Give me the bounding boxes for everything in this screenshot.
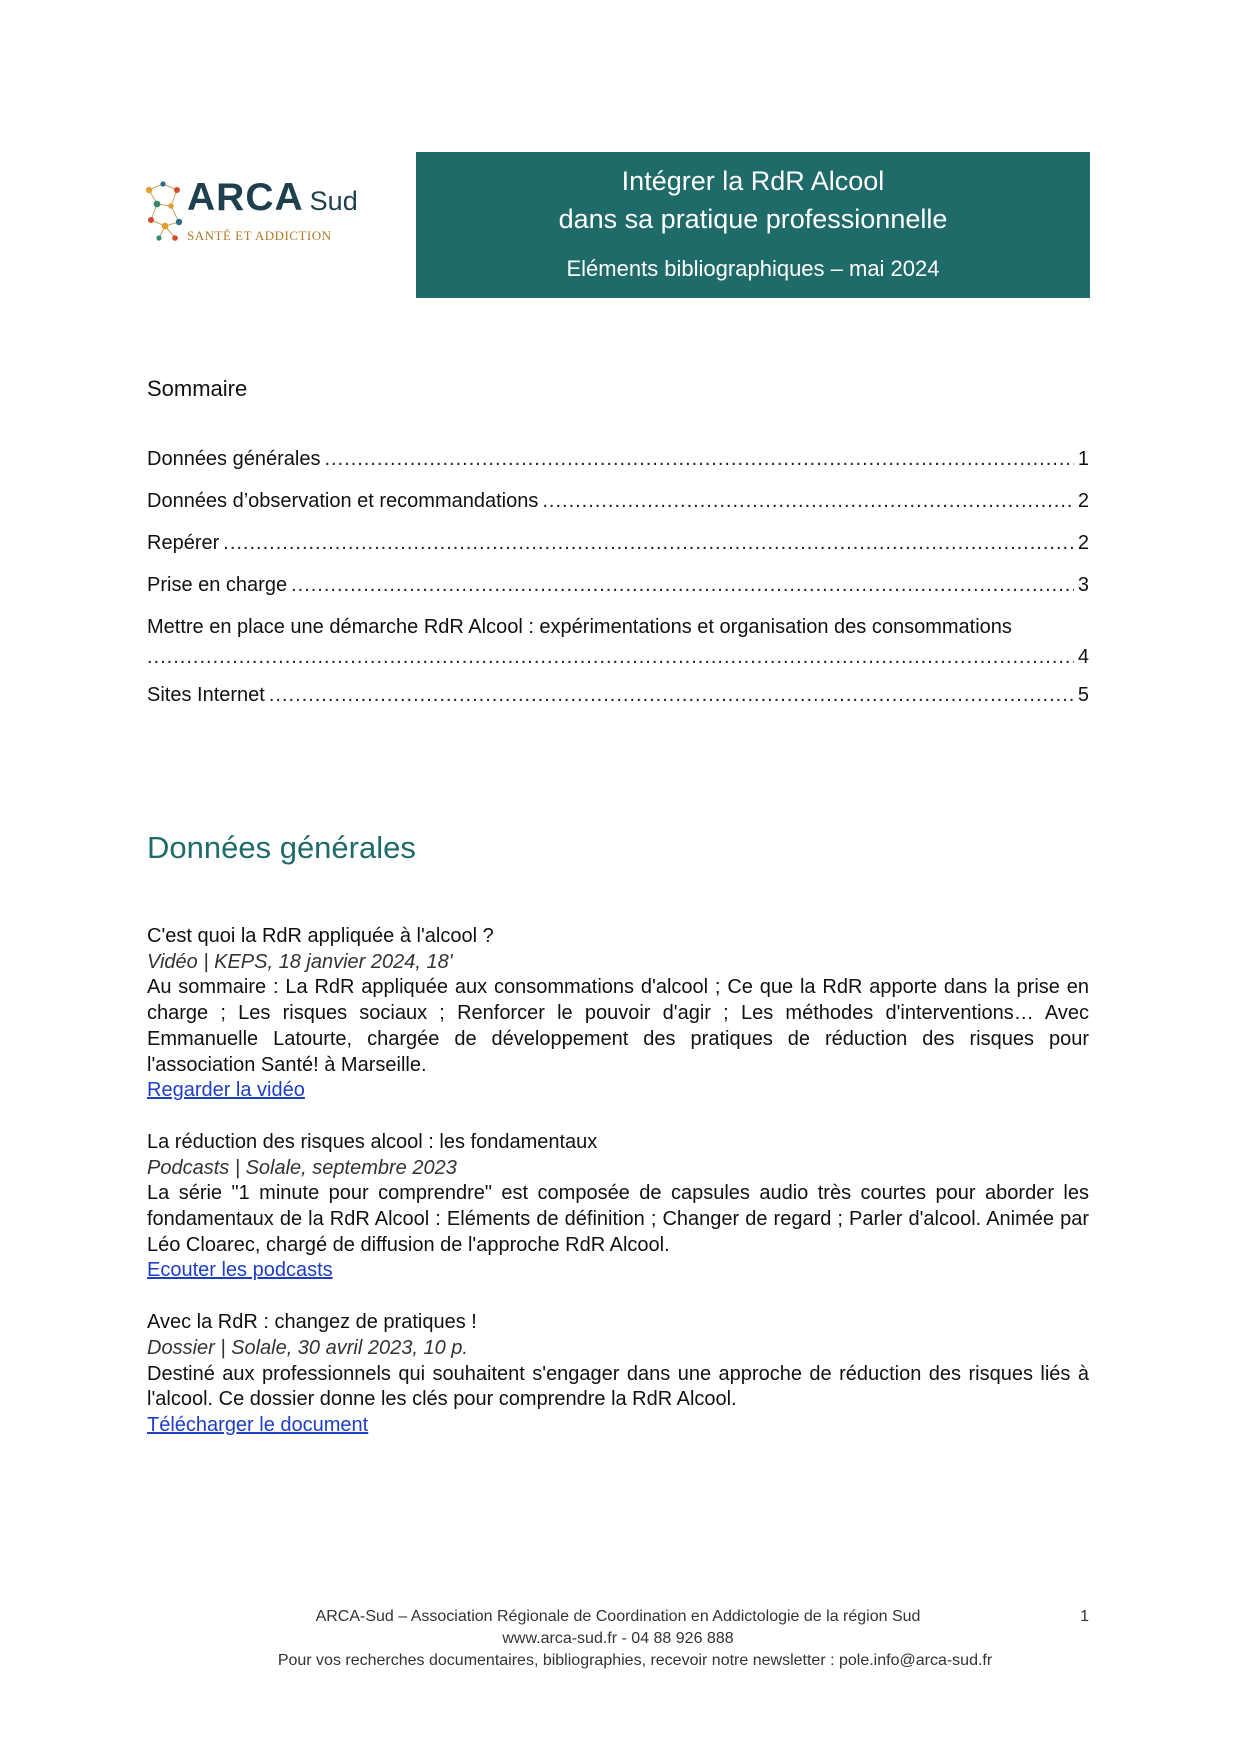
toc-leader-dots [542, 490, 1074, 513]
toc-leader-dots [269, 684, 1074, 707]
bibliography-entries [147, 924, 1089, 1465]
toc-item[interactable] [147, 448, 1089, 490]
toc-item[interactable] [147, 574, 1089, 616]
page-footer [147, 1606, 1089, 1672]
toc-item-page: 2 [1077, 490, 1089, 512]
toc-item-label: Sites Internet [147, 684, 265, 706]
toc-item-page: 3 [1077, 574, 1089, 596]
toc-item-label: Mettre en place une démarche RdR Alcool : expérimentations et organisation des consommations [147, 616, 1012, 638]
network-dots-icon [143, 176, 187, 246]
toc-leader-dots [324, 448, 1073, 471]
bibliography-entry [147, 1130, 1089, 1284]
toc-item-label: Repérer [147, 532, 220, 554]
toc-leader-dots [223, 532, 1074, 555]
entry-description: Au sommaire : La RdR appliquée aux consommations d'alcool ; Ce que la RdR apporte dans la prise en charge ; Les risques sociaux ; Renforcer le pouvoir d'agir ; Les méthodes d'interventions… Avec Emmanuelle Latourte, chargée de développement des pratiques de réduction des risques pour l'association Santé! à Marseille. [147, 976, 1089, 1076]
toc-item-continuation [147, 646, 1089, 676]
banner-title-line2: dans sa pratique professionnelle [558, 204, 948, 234]
entry-meta: Vidéo | KEPS, 18 janvier 2024, 18' [147, 950, 453, 973]
logo-name: ARCA [187, 176, 304, 219]
entry-meta: Podcasts | Solale, septembre 2023 [147, 1156, 457, 1179]
entry-title: C'est quoi la RdR appliquée à l'alcool ? [147, 925, 494, 947]
toc-leader-dots [147, 646, 1074, 669]
toc-item[interactable] [147, 532, 1089, 574]
page-number: 1 [1080, 1608, 1089, 1625]
watch-video-link[interactable]: Regarder la vidéo [147, 1079, 305, 1102]
logo-wordmark [187, 176, 358, 220]
footer-contact: www.arca-sud.fr - 04 88 926 888 [502, 1630, 734, 1647]
banner-title [416, 162, 1090, 238]
entry-description: Destiné aux professionnels qui souhaitent s'engager dans une approche de réduction des risques liés à l'alcool. Ce dossier donne les clés pour comprendre la RdR Alcool. [147, 1362, 1089, 1411]
title-banner [416, 152, 1090, 298]
logo-name-suffix: Sud [309, 186, 358, 216]
entry-title: La réduction des risques alcool : les fondamentaux [147, 1130, 598, 1153]
toc-item-page: 1 [1077, 448, 1089, 470]
table-of-contents [147, 448, 1089, 726]
toc-item[interactable] [147, 684, 1089, 726]
entry-title: Avec la RdR : changez de pratiques ! [147, 1311, 477, 1334]
toc-item[interactable] [147, 490, 1089, 532]
toc-item-page: 4 [1077, 646, 1089, 668]
banner-title-line1: Intégrer la RdR Alcool [621, 166, 885, 196]
section-title: Données générales [147, 830, 416, 865]
toc-item-label: Prise en charge [147, 574, 288, 596]
arca-sud-logo [143, 176, 383, 256]
entry-description: La série "1 minute pour comprendre" est composée de capsules audio très courtes pour aborder les fondamentaux de la RdR Alcool : Eléments de définition ; Changer de regard ; Parler d'alcool. Animée par Léo Cloarec, chargé de diffusion de l'approche RdR Alcool. [147, 1182, 1089, 1256]
download-document-link[interactable]: Télécharger le document [147, 1413, 369, 1436]
toc-item-label: Données générales [147, 448, 321, 470]
entry-meta: Dossier | Solale, 30 avril 2023, 10 p. [147, 1336, 468, 1359]
toc-item-page: 2 [1077, 532, 1089, 554]
sommaire-heading: Sommaire [147, 376, 248, 401]
bibliography-entry [147, 1310, 1089, 1439]
listen-podcasts-link[interactable]: Ecouter les podcasts [147, 1259, 333, 1282]
toc-item[interactable] [147, 616, 1089, 676]
footer-association: ARCA-Sud – Association Régionale de Coordination en Addictologie de la région Sud [315, 1608, 921, 1625]
banner-subtitle: Eléments bibliographiques – mai 2024 [566, 256, 940, 281]
footer-documentation: Pour vos recherches documentaires, bibliographies, recevoir notre newsletter : pole.info@arca-sud.fr [277, 1652, 993, 1669]
toc-item-label: Données d’observation et recommandations [147, 490, 539, 512]
bibliography-entry [147, 924, 1089, 1104]
logo-tagline: SANTÉ ET ADDICTION [187, 228, 332, 243]
toc-leader-dots [291, 574, 1074, 597]
toc-item-page: 5 [1077, 684, 1089, 706]
